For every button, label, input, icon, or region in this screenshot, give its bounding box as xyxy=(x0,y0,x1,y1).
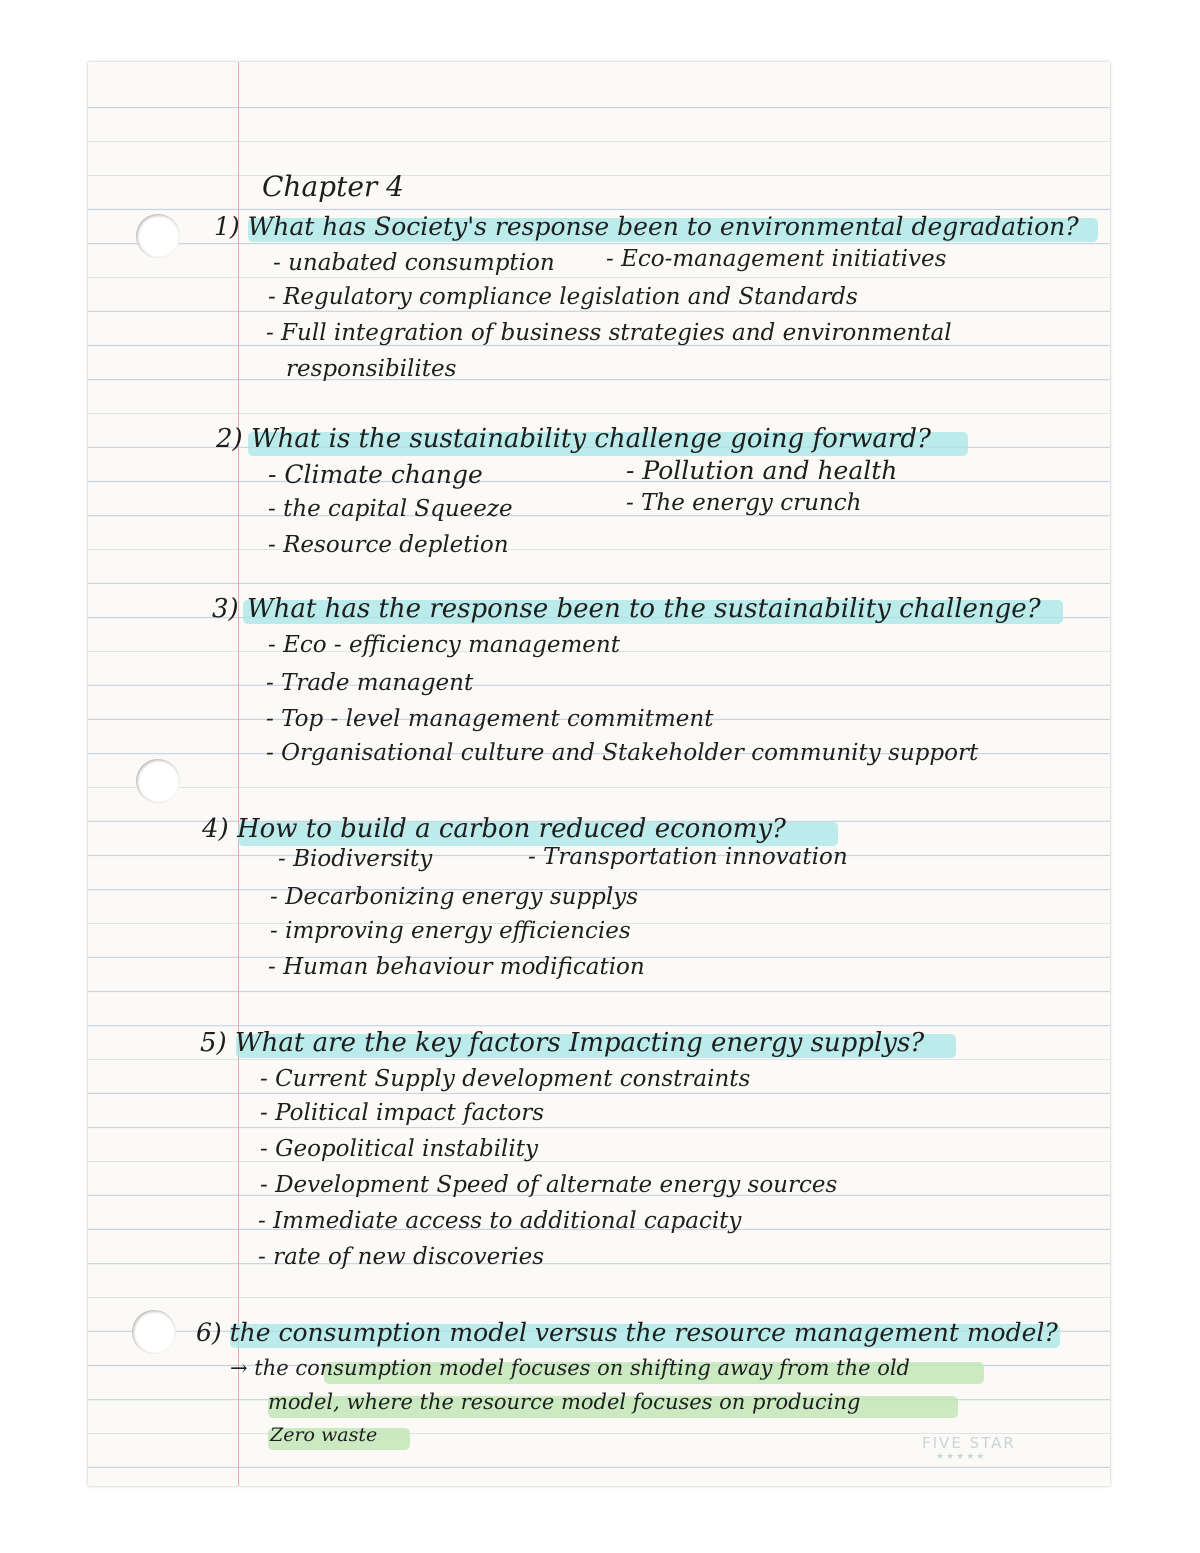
q3-bullet-1: - Eco - efficiency management xyxy=(268,632,620,658)
question-5: 5) What are the key factors Impacting energy supplys? xyxy=(200,1028,925,1058)
q1-bullet-3: - Regulatory compliance legislation and Standards xyxy=(268,284,858,310)
q6-answer-line-2: model, where the resource model focuses on producing xyxy=(268,1390,861,1414)
q1-bullet-4: - Full integration of business strategies and environmental xyxy=(266,320,952,346)
q1-bullet-2: - Eco-management initiatives xyxy=(606,246,947,272)
q3-bullet-4: - Organisational culture and Stakeholder community support xyxy=(266,740,979,766)
q3-bullet-3: - Top - level management commitment xyxy=(266,706,714,732)
punch-hole-top xyxy=(136,214,180,258)
question-3: 3) What has the response been to the sustainability challenge? xyxy=(212,594,1041,624)
q5-bullet-6: - rate of new discoveries xyxy=(258,1244,545,1270)
q2-bullet-2: - Pollution and health xyxy=(626,456,898,485)
q3-bullet-2: - Trade managent xyxy=(266,670,474,696)
punch-hole-bottom xyxy=(132,1310,176,1354)
q5-bullet-5: - Immediate access to additional capacity xyxy=(258,1208,742,1234)
q2-bullet-3: - the capital Squeeze xyxy=(268,496,513,522)
q4-bullet-2: - Transportation innovation xyxy=(528,844,848,870)
q6-answer-line-1: → the consumption model focuses on shifting away from the old xyxy=(230,1356,910,1380)
brand-logo: FIVE STAR xyxy=(922,1434,1016,1452)
notebook-page xyxy=(88,62,1110,1486)
question-4: 4) How to build a carbon reduced economy? xyxy=(202,814,786,844)
punch-hole-middle xyxy=(136,759,180,803)
q2-bullet-4: - The energy crunch xyxy=(626,490,862,516)
question-6: 6) the consumption model versus the resource management model? xyxy=(196,1318,1058,1347)
page-title: Chapter 4 xyxy=(262,170,404,203)
q1-bullet-4-continued: responsibilites xyxy=(286,356,457,382)
q5-bullet-3: - Geopolitical instability xyxy=(260,1136,539,1162)
q6-answer-line-3: Zero waste xyxy=(270,1424,378,1446)
question-2: 2) What is the sustainability challenge going forward? xyxy=(216,424,931,454)
question-1: 1) What has Society's response been to environmental degradation? xyxy=(214,212,1079,241)
q4-bullet-5: - Human behaviour modification xyxy=(268,954,645,980)
q1-bullet-1: - unabated consumption xyxy=(273,250,555,276)
q4-bullet-3: - Decarbonizing energy supplys xyxy=(270,884,639,910)
q2-bullet-1: - Climate change xyxy=(268,460,483,489)
q4-bullet-4: - improving energy efficiencies xyxy=(270,918,631,944)
q2-bullet-5: - Resource depletion xyxy=(268,532,509,558)
q5-bullet-1: - Current Supply development constraints xyxy=(260,1066,751,1092)
brand-stars: ★★★★★ xyxy=(936,1452,987,1462)
q5-bullet-2: - Political impact factors xyxy=(260,1100,545,1126)
margin-line xyxy=(238,62,239,1486)
q5-bullet-4: - Development Speed of alternate energy sources xyxy=(260,1172,838,1198)
q4-bullet-1: - Biodiversity xyxy=(278,846,433,872)
